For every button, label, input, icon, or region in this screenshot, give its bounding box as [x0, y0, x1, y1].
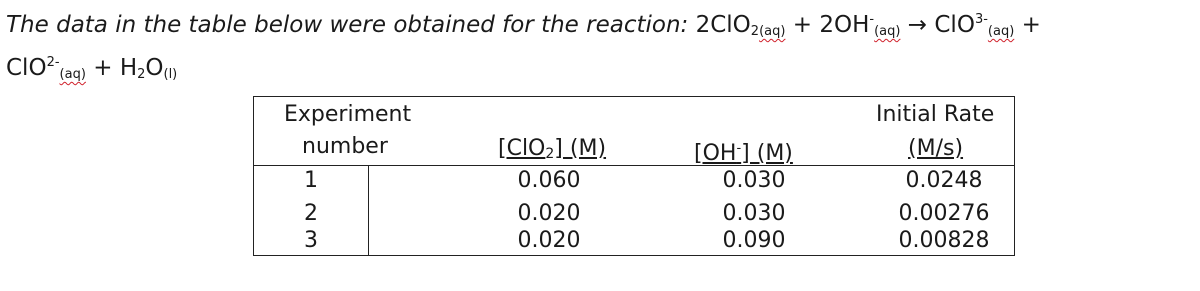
product-clo2: ClO — [6, 55, 47, 81]
header-oh-unit: ] (M) — [741, 141, 793, 166]
header-clo2-subscript: 2 — [545, 146, 555, 162]
header-clo2-unit: ] (M) — [554, 136, 607, 161]
header-rate-line2: (M/s) — [908, 136, 964, 161]
row-1-oh: 0.030 — [722, 168, 786, 193]
header-experiment-line1: Experiment — [284, 102, 412, 127]
row-3-clo2: 0.020 — [517, 228, 581, 253]
product-h2o-h: H — [119, 55, 138, 81]
row-2-rate: 0.00276 — [898, 201, 990, 226]
row-3-experiment: 3 — [304, 228, 318, 253]
reaction-arrow: → — [900, 12, 935, 38]
column-divider — [368, 165, 369, 255]
plus-sign: + — [1014, 12, 1041, 38]
header-oh-text: [OH — [694, 141, 737, 166]
header-oh-charge: - — [736, 141, 742, 156]
plus-sign: + — [785, 12, 820, 38]
question-intro: The data in the table below were obtained for the reaction: — [6, 12, 696, 38]
row-3-oh: 0.090 — [722, 228, 786, 253]
row-1-clo2: 0.060 — [517, 168, 581, 193]
product-clo3-charge: 3- — [974, 12, 988, 27]
product-clo3-state: (aq) — [987, 24, 1015, 39]
reactant-clo2-state: (aq) — [759, 24, 786, 39]
row-3-rate: 0.00828 — [898, 228, 990, 253]
row-2-oh: 0.030 — [722, 201, 786, 226]
product-clo2-state: (aq) — [59, 67, 86, 82]
product-h2o-o: O — [145, 55, 164, 81]
reactant-oh: 2OH — [819, 12, 870, 38]
reactant-oh-state: (aq) — [874, 24, 901, 39]
data-table — [253, 96, 1015, 256]
reactant-clo2-subscript: 2 — [750, 24, 760, 39]
row-2-experiment: 2 — [304, 201, 318, 226]
header-clo2-text: [ClO — [498, 136, 546, 161]
header-experiment-line2: number — [302, 134, 388, 159]
question-text — [6, 4, 1196, 90]
plus-sign: + — [85, 55, 120, 81]
reactant-clo2: 2ClO — [695, 12, 751, 38]
row-1-rate: 0.0248 — [905, 168, 983, 193]
row-2-clo2: 0.020 — [517, 201, 581, 226]
row-1-experiment: 1 — [304, 168, 318, 193]
reactant-oh-charge: - — [869, 12, 875, 27]
product-clo3: ClO — [934, 12, 975, 38]
product-clo2-charge: 2- — [46, 55, 60, 70]
product-h2o-subscript: 2 — [137, 67, 146, 82]
product-h2o-state: (l) — [163, 67, 178, 82]
header-rate-line1: Initial Rate — [876, 102, 995, 127]
